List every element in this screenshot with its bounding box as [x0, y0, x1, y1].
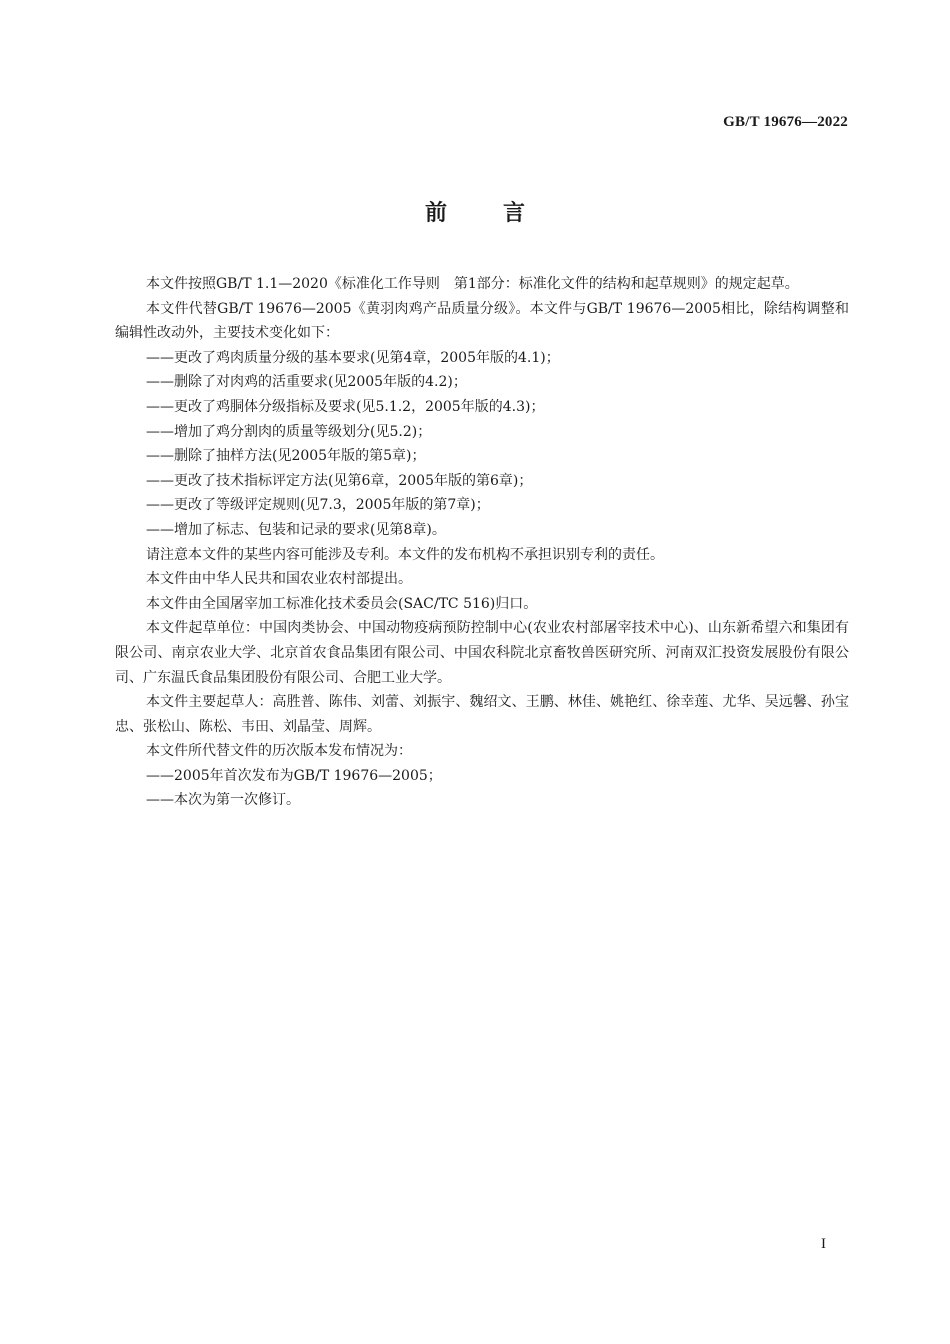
standard-code: GB/T 19676—2022 — [723, 114, 848, 130]
change-item: ——更改了技术指标评定方法(见第6章，2005年版的第6章)； — [146, 472, 533, 489]
history-item: ——2005年首次发布为GB/T 19676—2005； — [146, 767, 442, 784]
paragraph-patent-notice: 请注意本文件的某些内容可能涉及专利。本文件的发布机构不承担识别专利的责任。 — [146, 546, 664, 563]
change-item: ——更改了鸡肉质量分级的基本要求(见第4章，2005年版的4.1)； — [146, 349, 560, 366]
paragraph-committee: 本文件由全国屠宰加工标准化技术委员会(SAC/TC 516)归口。 — [146, 595, 538, 612]
paragraph-drafting-units: 本文件起草单位：中国肉类协会、中国动物疫病预防控制中心(农业农村部屠宰技术中心)、山东新希望六和集团有限公司、南京农业大学、北京首农食品集团有限公司、中国农科院北京畜牧兽医研究所、河南双汇投资发展股份有限公司、广东温氏食品集团股份有限公司、合肥工业大学。 — [115, 620, 849, 686]
paragraph-drafting-rules: 本文件按照GB/T 1.1—2020《标准化工作导则 第1部分：标准化文件的结构和起草规则》的规定起草。 — [146, 276, 799, 292]
change-item: ——删除了抽样方法(见2005年版的第5章)； — [146, 448, 426, 465]
page-number: I — [821, 1236, 826, 1252]
change-item: ——增加了鸡分割肉的质量等级划分(见5.2)； — [146, 423, 432, 440]
page-title: 前言 — [424, 201, 581, 226]
paragraph-proposer: 本文件由中华人民共和国农业农村部提出。 — [146, 571, 412, 588]
change-item: ——更改了等级评定规则(见7.3，2005年版的第7章)； — [146, 497, 490, 514]
change-item: ——增加了标志、包装和记录的要求(见第8章)。 — [146, 521, 446, 538]
paragraph-replacement: 本文件代替GB/T 19676—2005《黄羽肉鸡产品质量分级》。本文件与GB/T 19676—2005相比，除结构调整和编辑性改动外，主要技术变化如下： — [115, 300, 849, 342]
history-item: ——本次为第一次修订。 — [146, 792, 300, 809]
change-item: ——更改了鸡胴体分级指标及要求(见5.1.2，2005年版的4.3)； — [146, 398, 545, 415]
paragraph-history-intro: 本文件所代替文件的历次版本发布情况为： — [146, 743, 412, 760]
change-item: ——删除了对肉鸡的活重要求(见2005年版的4.2)； — [146, 374, 467, 391]
paragraph-drafters: 本文件主要起草人：高胜普、陈伟、刘蕾、刘振宇、魏绍文、王鹏、林佳、姚艳红、徐幸莲、尤华、吴远馨、孙宝忠、张松山、陈松、韦田、刘晶莹、周辉。 — [115, 694, 849, 735]
document-body — [115, 272, 849, 813]
